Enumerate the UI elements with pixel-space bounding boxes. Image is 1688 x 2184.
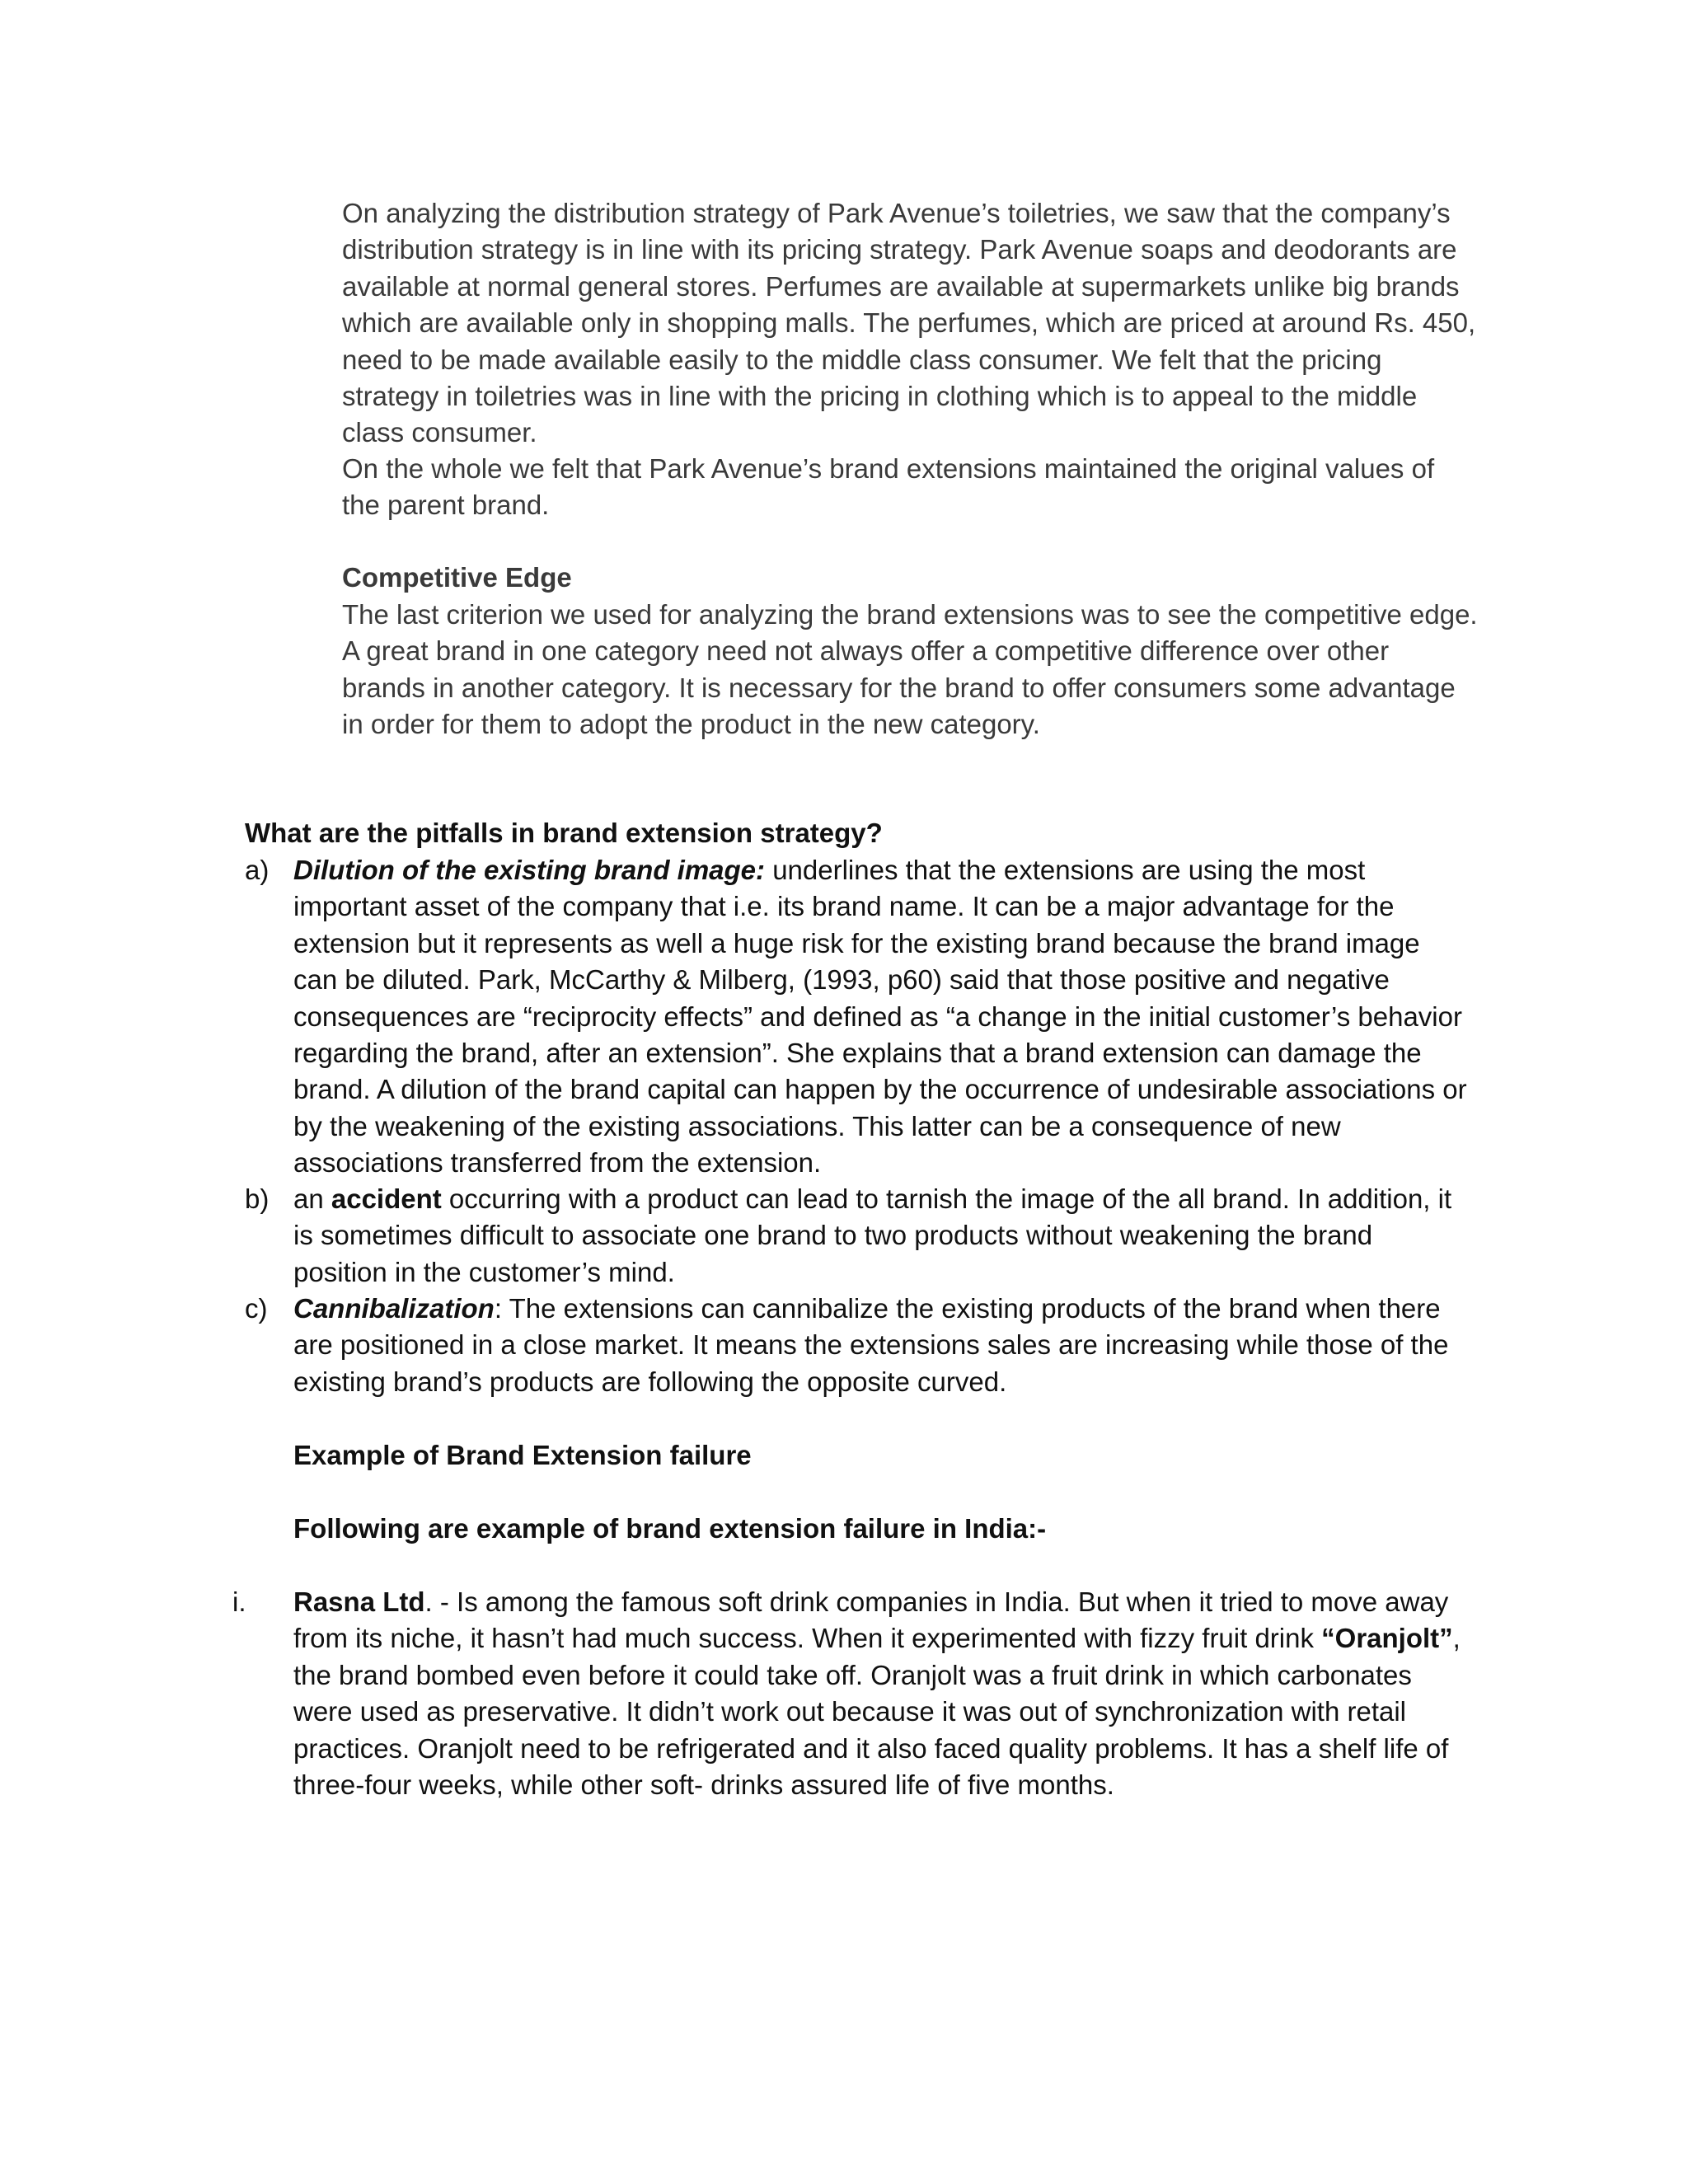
heading-failure-india: Following are example of brand extension failure in India:- <box>293 1513 1047 1544</box>
heading-pitfalls: What are the pitfalls in brand extension strategy? <box>245 818 883 848</box>
text-accident-pre: an <box>293 1183 331 1214</box>
term-oranjolt: “Oranjolt” <box>1321 1623 1453 1654</box>
paragraph-distribution: On analyzing the distribution strategy of Park Avenue’s toiletries, we saw that the company’s distribution strategy is in line with its pricing strategy. Park Avenue soaps and deodorants are available at normal general stores. Perfumes are available at supermarkets unlike big brands which are available only in shopping malls. The perfumes, which are priced at around Rs. 450, need to be made available easily to the middle class consumer. We felt that the pricing strategy in toiletries was in line with the pricing in clothing which is to appeal to the middle class consumer. <box>342 198 1476 448</box>
list-item-dilution <box>293 852 1468 1182</box>
list-item-accident <box>293 1181 1468 1291</box>
term-rasna: Rasna Ltd <box>293 1586 425 1617</box>
text-rasna-2: , the brand bombed even before it could take off. Oranjolt was a fruit drink in which carbonates were used as preservative. It didn’t work out because it was out of synchronization with retail practices. Oranjolt need to be refrigerated and it also faced quality problems. It has a shelf life of three-four weeks, while other soft- drinks assured life of five months. <box>293 1623 1461 1801</box>
heading-competitive-edge: Competitive Edge <box>342 562 572 593</box>
paragraph-conclusion: On the whole we felt that Park Avenue’s brand extensions maintained the original values of the parent brand. <box>342 453 1435 521</box>
list-item-cannibalization <box>293 1291 1468 1400</box>
term-dilution: Dilution of the existing brand image: <box>293 855 766 885</box>
heading-failure-example: Example of Brand Extension failure <box>293 1440 752 1470</box>
list-marker-c: c) <box>245 1293 268 1324</box>
list-marker-i: i. <box>232 1586 246 1617</box>
list-item-rasna <box>293 1584 1468 1803</box>
list-marker-a: a) <box>245 855 270 885</box>
list-marker-b: b) <box>245 1183 270 1214</box>
term-accident: accident <box>331 1183 442 1214</box>
text-rasna-1: . - Is among the famous soft drink companies in India. But when it tried to move away from its niche, it hasn’t had much success. When it experimented with fizzy fruit drink <box>293 1586 1449 1654</box>
text-cannibalization: : The extensions can cannibalize the existing products of the brand when there are positioned in a close market. It means the extensions sales are increasing while those of the existing brand’s products are following the opposite curved. <box>293 1293 1449 1397</box>
text-accident: occurring with a product can lead to tarnish the image of the all brand. In addition, it is sometimes difficult to associate one brand to two products without weakening the brand position in the customer’s mind. <box>293 1183 1452 1287</box>
text-dilution: underlines that the extensions are using the most important asset of the company that i.e. its brand name. It can be a major advantage for the extension but it represents as well a huge risk for the existing brand because the brand image can be diluted. Park, McCarthy & Milberg, (1993, p60) said that those positive and negative consequences are “reciprocity effects” and defined as “a change in the initial customer’s behavior regarding the brand, after an extension”. She explains that a brand extension can damage the brand. A dilution of the brand capital can happen by the occurrence of undesirable associations or by the weakening of the existing associations. This latter can be a consequence of new associations transferred from the extension. <box>293 855 1467 1179</box>
paragraph-competitive-edge: The last criterion we used for analyzing the brand extensions was to see the competitive edge. A great brand in one category need not always offer a competitive difference over other brands in another category. It is necessary for the brand to offer consumers some advantage in order for them to adopt the product in the new category. <box>342 599 1478 740</box>
term-cannibalization: Cannibalization <box>293 1293 495 1324</box>
